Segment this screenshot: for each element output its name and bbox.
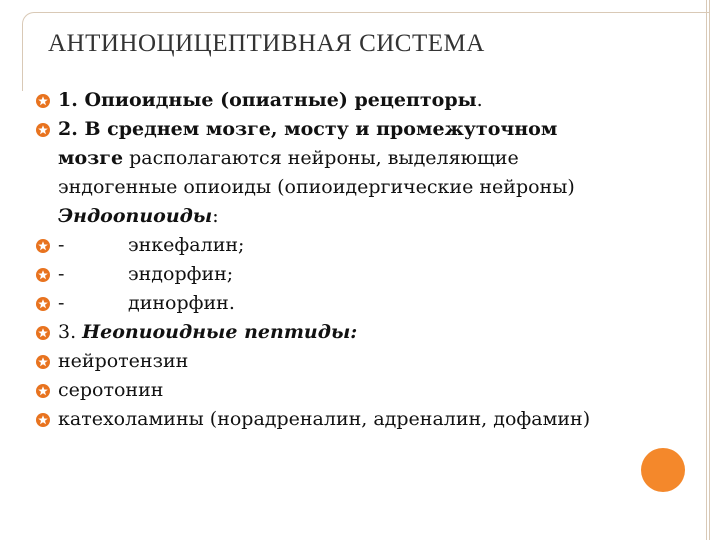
item-dash: - (58, 292, 65, 314)
item-text: располагаются нейроны, выделяющие (123, 147, 519, 169)
star-bullet-icon (36, 94, 50, 108)
item-text: энкефалин; (128, 234, 245, 256)
star-bullet-icon (36, 413, 50, 427)
item-bold-text: 2. В среднем мозге, мосту и промежуточном (58, 118, 558, 140)
item-text: динорфин. (128, 292, 235, 314)
item-italic-text: Неопиоидные пептиды: (82, 321, 358, 343)
item-dash: - (58, 263, 65, 285)
item-text: нейротензин (58, 350, 189, 372)
list-item (0, 86, 720, 115)
item-text: эндогенные опиоиды (опиоидергические нейроны) (58, 176, 575, 198)
slide-frame-corner (686, 12, 710, 13)
star-bullet-icon (36, 268, 50, 282)
slide-title: АНТИНОЦИЦЕПТИВНАЯ СИСТЕМА (48, 30, 485, 57)
star-bullet-icon (36, 355, 50, 369)
item-text: эндорфин; (128, 263, 234, 285)
decorative-circle (641, 448, 685, 492)
list-item (0, 260, 720, 289)
star-bullet-icon (36, 326, 50, 340)
star-bullet-icon (36, 123, 50, 137)
list-item (0, 347, 720, 376)
item-italic-text: Эндоопиоиды (58, 205, 213, 227)
list-item (0, 115, 720, 231)
star-bullet-icon (36, 239, 50, 253)
star-bullet-icon (36, 384, 50, 398)
list-item (0, 231, 720, 260)
list-item (0, 376, 720, 405)
item-text: катехоламины (норадреналин, адреналин, дофамин) (58, 408, 591, 430)
item-text: : (212, 205, 219, 227)
list-item (0, 289, 720, 318)
item-bold-text: мозге (58, 147, 124, 169)
item-text: серотонин (58, 379, 164, 401)
item-text: . (476, 89, 483, 111)
bullet-list (0, 86, 720, 434)
item-bold-text: 1. Опиоидные (опиатные) рецепторы (58, 89, 477, 111)
list-item (0, 405, 720, 434)
list-item (0, 318, 720, 347)
item-dash: - (58, 234, 65, 256)
item-text: 3. (58, 321, 83, 343)
star-bullet-icon (36, 297, 50, 311)
